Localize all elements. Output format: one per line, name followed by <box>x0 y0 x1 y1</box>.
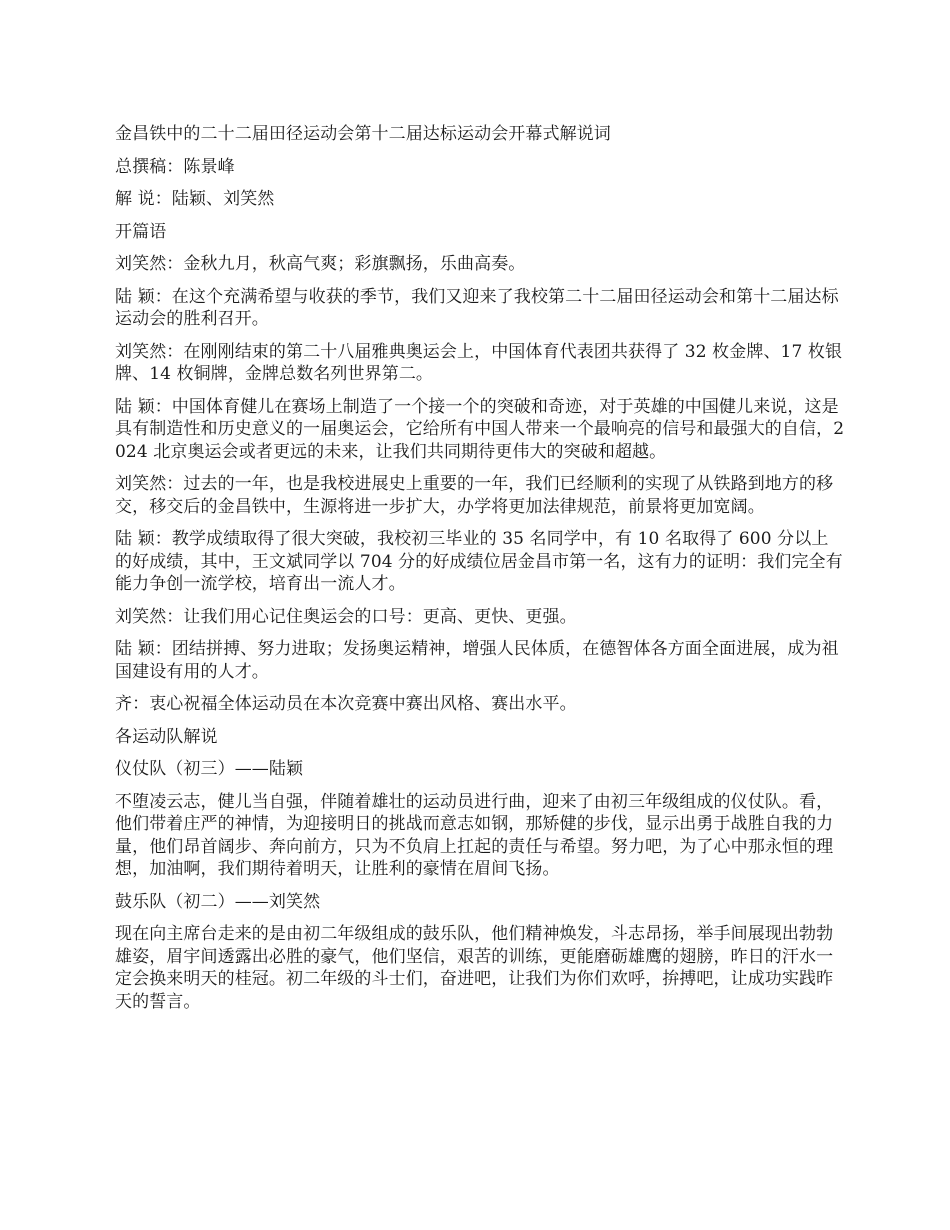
section-heading-teams: 各运动队解说 <box>115 726 218 747</box>
section-heading-opening: 开篇语 <box>115 221 167 242</box>
opening-paragraph: 刘笑然：让我们用心记住奥运会的口号：更高、更快、更强。 <box>115 606 577 627</box>
opening-paragraph: 刘笑然：过去的一年，也是我校进展史上重要的一年，我们已经顺利的实现了从铁路到地方的移交，移交后的金昌铁中，生源将进一步扩大，办学将更加法律规范，前景将更加宽阔。 <box>115 474 834 517</box>
drum-band-paragraph: 现在向主席台走来的是由初二年级组成的鼓乐队，他们精神焕发，斗志昂扬，举手间展现出勃勃雄姿，眉宇间透露出必胜的豪气，他们坚信，艰苦的训练，更能磨砺雄鹰的翅膀，昨日的汗水一定会换来明天的桂冠。初二年级的斗士们，奋进吧，让我们为你们欢呼，拚搏吧，让成功实践昨天的誓言。 <box>115 924 834 1012</box>
commentators-line: 解 说：陆颖、刘笑然 <box>115 189 275 209</box>
opening-paragraph: 刘笑然：金秋九月，秋高气爽；彩旗飘扬，乐曲高奏。 <box>115 254 526 274</box>
honor-guard-heading: 仪仗队（初三）——陆颖 <box>115 759 304 779</box>
author-line: 总撰稿：陈景峰 <box>115 156 235 177</box>
opening-paragraph: 刘笑然：在刚刚结束的第二十八届雅典奥运会上，中国体育代表团共获得了 32 枚金牌、17 枚银牌、14 枚铜牌，金牌总数名列世界第二。 <box>115 341 843 384</box>
honor-guard-paragraph: 不堕凌云志，健儿当自强，伴随着雄壮的运动员进行曲，迎来了由初三年级组成的仪仗队。看，他们带着庄严的神情，为迎接明日的挑战而意志如钢，那矫健的步伐，显示出勇于战胜自我的力量，他们昂首阔步、奔向前方，只为不负肩上扛起的责任与希望。努力吧，为了心中那永恒的理想，加油啊，我们期待着明天，让胜利的豪情在眉间飞扬。 <box>115 791 834 879</box>
document-page <box>115 123 845 1023</box>
opening-paragraph: 齐：衷心祝福全体运动员在本次竞赛中赛出风格、赛出水平。 <box>115 694 577 714</box>
drum-band-heading: 鼓乐队（初二）——刘笑然 <box>115 891 321 912</box>
opening-paragraph: 陆 颖：中国体育健儿在赛场上制造了一个接一个的突破和奇迹，对于英雄的中国健儿来说，这是具有制造性和历史意义的一届奥运会，它给所有中国人带来一个最响亮的信号和最强大的自信，2024 北京奥运会或者更远的未来，让我们共同期待更伟大的突破和超越。 <box>115 396 845 462</box>
opening-paragraph: 陆 颖：教学成绩取得了很大突破，我校初三毕业的 35 名同学中，有 10 名取得了 600 分以上的好成绩，其中，王文斌同学以 704 分的好成绩位居金昌市第一名，这有力的证明：我们完全有能力争创一流学校，培育出一流人才。 <box>115 529 843 594</box>
opening-paragraph: 陆 颖：在这个充满希望与收获的季节，我们又迎来了我校第二十二届田径运动会和第十二届达标运动会的胜利召开。 <box>115 286 839 329</box>
document-title: 金昌铁中的二十二届田径运动会第十二届达标运动会开幕式解说词 <box>115 124 611 144</box>
opening-paragraph: 陆 颖：团结拼搏、努力进取；发扬奥运精神，增强人民体质，在德智体各方面全面进展，成为祖国建设有用的人才。 <box>115 639 839 682</box>
